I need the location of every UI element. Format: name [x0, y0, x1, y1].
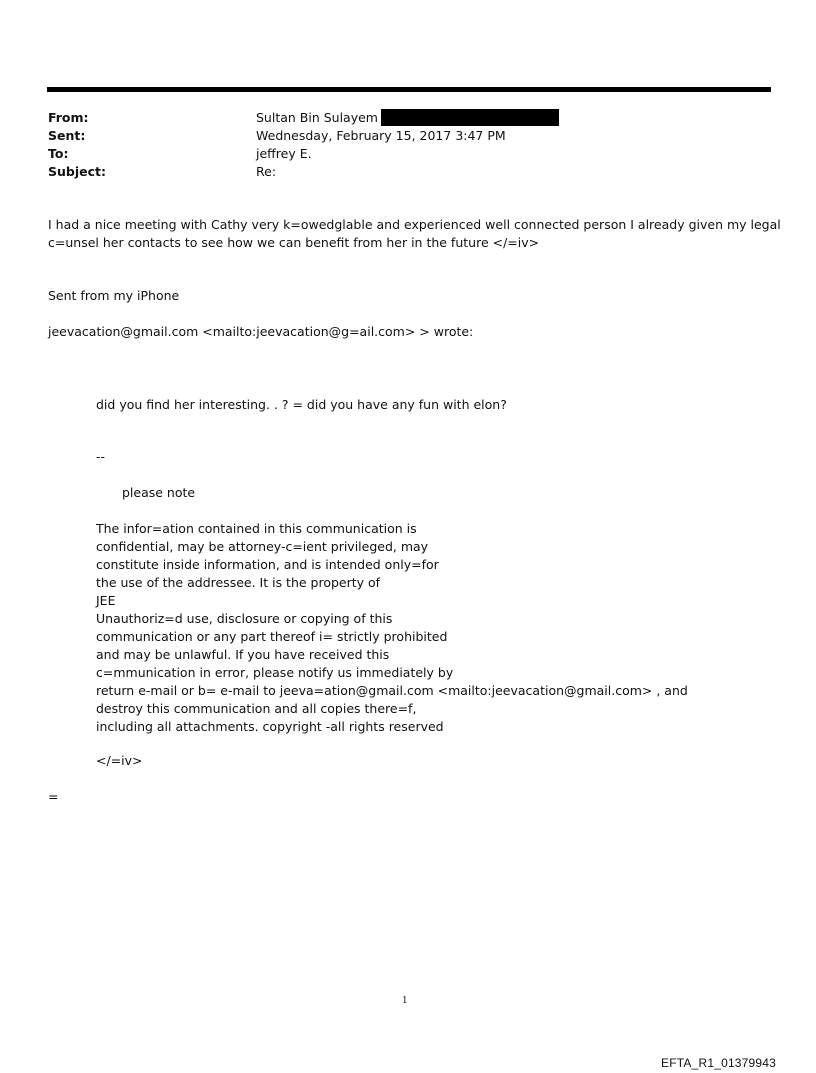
from-row: [48, 109, 748, 127]
disclaimer-line: c=mmunication in error, please notify us immediately by: [96, 665, 454, 680]
confidentiality-disclaimer: [96, 520, 688, 736]
disclaimer-line: return e-mail or b= e-mail to jeeva=ation@gmail.com <mailto:jeevacation@gmail.com> , and: [96, 683, 688, 698]
trailing-equals: =: [48, 789, 59, 804]
body-line-2: c=unsel her contacts to see how we can benefit from her in the future </=iv>: [48, 235, 540, 250]
document-id: EFTA_R1_01379943: [661, 1056, 777, 1070]
quote-attribution: jeevacation@gmail.com <mailto:jeevacation@g=ail.com> > wrote:: [48, 324, 474, 339]
disclaimer-line: the use of the addressee. It is the property of: [96, 575, 381, 590]
header-divider: [47, 87, 771, 92]
to-row: [48, 145, 748, 163]
sent-value: Wednesday, February 15, 2017 3:47 PM: [256, 128, 506, 143]
disclaimer-line: and may be unlawful. If you have received this: [96, 647, 390, 662]
disclaimer-line: communication or any part thereof i= strictly prohibited: [96, 629, 448, 644]
from-label: From:: [48, 110, 89, 125]
disclaimer-line: JEE: [96, 593, 116, 608]
page-number: 1: [402, 996, 408, 1006]
sent-row: [48, 127, 748, 145]
subject-value: Re:: [256, 164, 277, 179]
disclaimer-line: Unauthoriz=d use, disclosure or copying of this: [96, 611, 393, 626]
please-note-heading: please note: [122, 485, 196, 500]
email-header: [48, 109, 748, 181]
disclaimer-line: confidential, may be attorney-c=ient privileged, may: [96, 539, 429, 554]
subject-row: [48, 163, 748, 181]
disclaimer-line: constitute inside information, and is intended only=for: [96, 557, 439, 572]
sent-label: Sent:: [48, 128, 86, 143]
subject-label: Subject:: [48, 164, 106, 179]
from-name: Sultan Bin Sulayem: [256, 110, 378, 125]
disclaimer-line: destroy this communication and all copies there=f,: [96, 701, 417, 716]
from-value: [256, 109, 559, 127]
message-body: [48, 216, 781, 252]
disclaimer-line: including all attachments. copyright -all rights reserved: [96, 719, 444, 734]
to-value: jeffrey E.: [256, 146, 312, 161]
quoted-question: did you find her interesting. . ? = did you have any fun with elon?: [96, 397, 507, 412]
signature-separator: --: [96, 449, 106, 464]
disclaimer-line: The infor=ation contained in this communication is: [96, 521, 417, 536]
quoted-closing-tag: </=iv>: [96, 753, 143, 768]
body-line-1: I had a nice meeting with Cathy very k=owedglable and experienced well connected person I already given my legal: [48, 217, 781, 232]
to-label: To:: [48, 146, 69, 161]
signature-sent-from: Sent from my iPhone: [48, 288, 180, 303]
redaction-box: [381, 109, 559, 126]
